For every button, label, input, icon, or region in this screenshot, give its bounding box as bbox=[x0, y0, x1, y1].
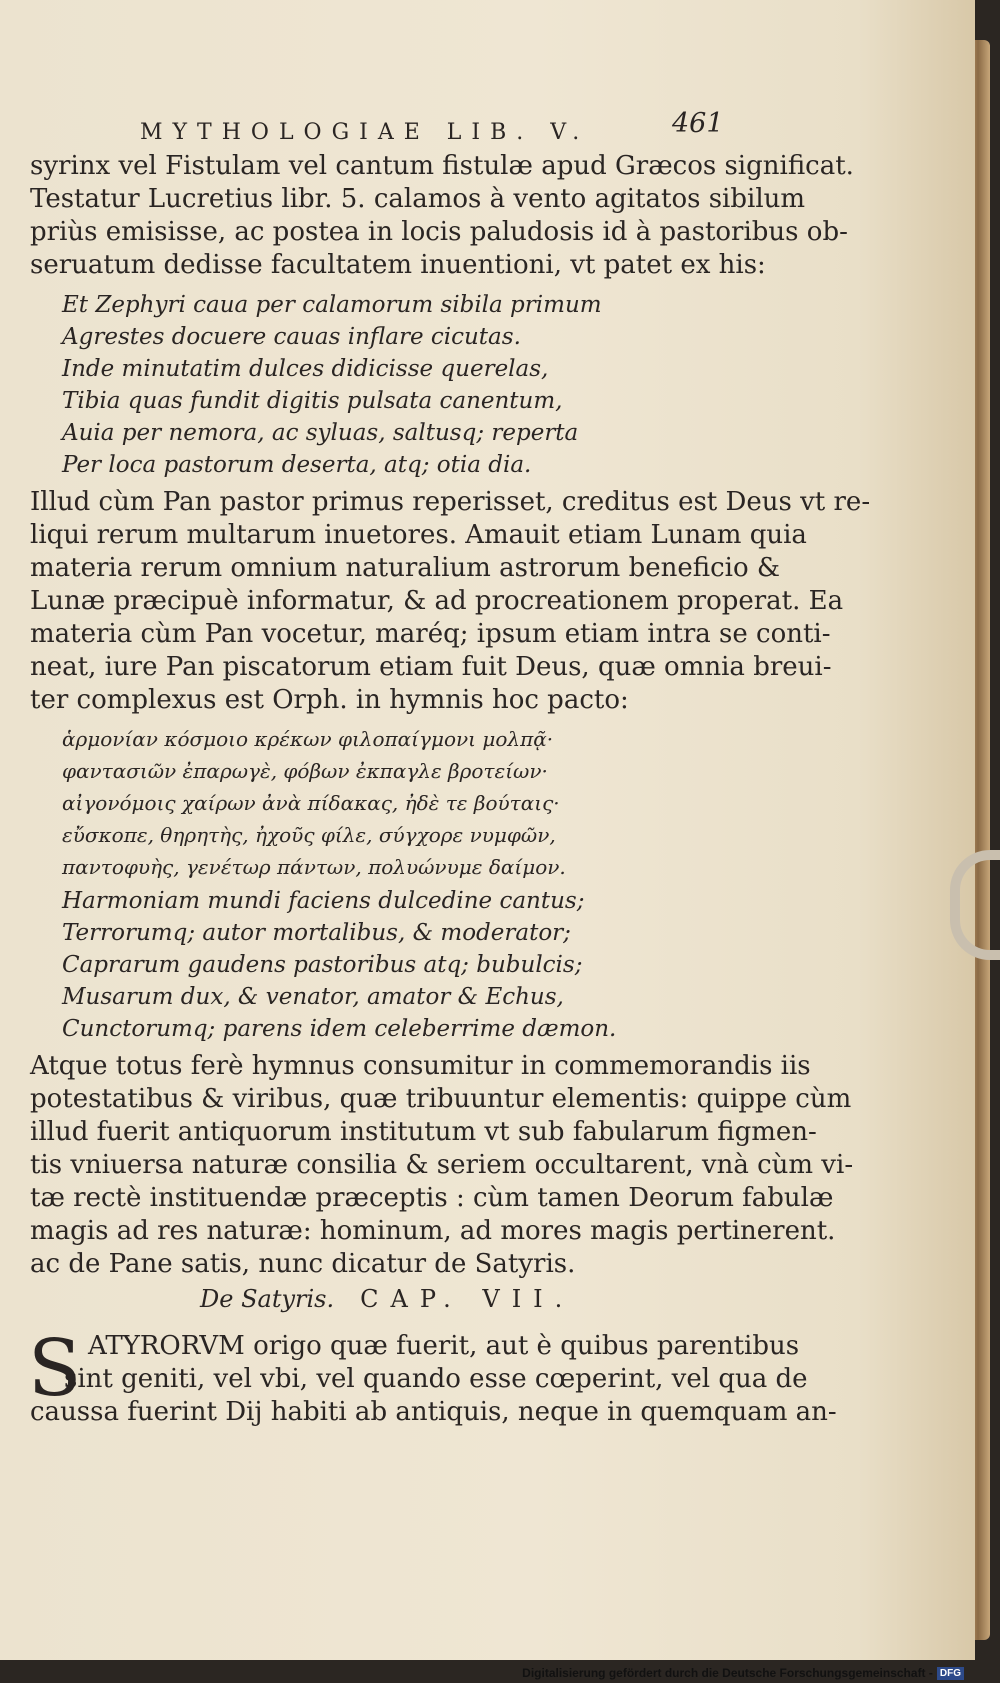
paragraph-4-line: caussa fuerint Dij habiti ab antiquis, neque in quemquam an- bbox=[30, 1397, 837, 1427]
verse-2-line: Terrorumq; autor mortalibus, & moderator; bbox=[62, 920, 571, 946]
greek-verse-line: φαντασιῶν ἐπαρωγὲ, φόβων ἐκπαγλε βροτείων· bbox=[62, 759, 548, 783]
verse-1-line: Per loca pastorum deserta, atq; otia dia. bbox=[62, 452, 532, 478]
verse-1-line: Inde minutatim dulces didicisse querelas, bbox=[62, 356, 549, 382]
paragraph-3-line: ac de Pane satis, nunc dicatur de Satyris. bbox=[30, 1249, 576, 1279]
paragraph-1-line: Testatur Lucretius libr. 5. calamos à vento agitatos sibilum bbox=[30, 184, 806, 214]
book-clasp bbox=[950, 850, 1000, 960]
chapter-number: CAP. VII. bbox=[360, 1285, 575, 1313]
paragraph-1-line: priùs emisisse, ac postea in locis paludosis id à pastoribus ob- bbox=[30, 217, 848, 247]
paragraph-2-line: Lunæ præcipuè informatur, & ad procreationem properat. Ea bbox=[30, 586, 844, 616]
paragraph-2-line: liqui rerum multarum inuetores. Amauit etiam Lunam quia bbox=[30, 520, 807, 550]
dfg-logo: DFG bbox=[937, 1667, 964, 1680]
paragraph-3-line: tis vniuersa naturæ consilia & seriem occultarent, vnà cùm vi- bbox=[30, 1150, 854, 1180]
verse-2-line: Musarum dux, & venator, amator & Echus, bbox=[62, 984, 564, 1010]
paragraph-2-line: materia cùm Pan vocetur, maréq; ipsum etiam intra se conti- bbox=[30, 619, 831, 649]
paragraph-3-line: Atque totus ferè hymnus consumitur in commemorandis iis bbox=[30, 1051, 811, 1081]
paragraph-4-line: ATYRORVM origo quæ fuerit, aut è quibus parentibus bbox=[88, 1331, 800, 1361]
paragraph-2-line: ter complexus est Orph. in hymnis hoc pacto: bbox=[30, 685, 629, 715]
greek-verse-line: παντοφυὴς, γενέτωρ πάντων, πολυώνυμε δαίμον. bbox=[62, 855, 566, 879]
paragraph-2-line: Illud cùm Pan pastor primus reperisset, creditus est Deus vt re- bbox=[30, 487, 871, 517]
paragraph-1-line: syrinx vel Fistulam vel cantum fistulæ apud Græcos significat. bbox=[30, 151, 854, 181]
greek-verse-line: εὔσκοπε, θηρητὴς, ἠχοῦς φίλε, σύγχορε νυμφῶν, bbox=[62, 823, 556, 847]
greek-verse-line: αἰγονόμοις χαίρων ἀνὰ πίδακας, ἠδὲ τε βούταις· bbox=[62, 791, 560, 815]
greek-verse-line: ἁρμονίαν κόσμοιο κρέκων φιλοπαίγμονι μολπᾷ· bbox=[62, 727, 554, 751]
paragraph-3-line: tæ rectè instituendæ præceptis : cùm tamen Deorum fabulæ bbox=[30, 1183, 834, 1213]
paragraph-2-line: neat, iure Pan piscatorum etiam fuit Deus, quæ omnia breui- bbox=[30, 652, 832, 682]
paragraph-3-line: potestatibus & viribus, quæ tribuuntur elementis: quippe cùm bbox=[30, 1084, 852, 1114]
page-number: 461 bbox=[672, 108, 724, 139]
verse-1-line: Et Zephyri caua per calamorum sibila primum bbox=[62, 292, 602, 318]
verse-1-line: Agrestes docuere cauas inflare cicutas. bbox=[62, 324, 521, 350]
digitization-credit bbox=[522, 1666, 964, 1680]
verse-2-line: Cunctorumq; parens idem celeberrime dæmon. bbox=[62, 1016, 617, 1042]
chapter-label: De Satyris. bbox=[200, 1285, 335, 1313]
paragraph-3-line: magis ad res naturæ: hominum, ad mores magis pertinerent. bbox=[30, 1216, 836, 1246]
paragraph-4-line: sint geniti, vel vbi, vel quando esse cœperint, vel qua de bbox=[64, 1364, 808, 1394]
verse-2-line: Caprarum gaudens pastoribus atq; bubulcis; bbox=[62, 952, 583, 978]
running-head-title: MYTHOLOGIAE LIB. V. bbox=[140, 120, 590, 145]
verse-2-line: Harmoniam mundi faciens dulcedine cantus; bbox=[62, 888, 585, 914]
chapter-heading bbox=[200, 1285, 574, 1313]
drop-cap: S bbox=[28, 1324, 82, 1414]
paragraph-3-line: illud fuerit antiquorum institutum vt sub fabularum figmen- bbox=[30, 1117, 817, 1147]
paragraph-2-line: materia rerum omnium naturalium astrorum beneficio & bbox=[30, 553, 781, 583]
verse-1-line: Tibia quas fundit digitis pulsata canentum, bbox=[62, 388, 563, 414]
paragraph-1-line: seruatum dedisse facultatem inuentioni, vt patet ex his: bbox=[30, 250, 766, 280]
verse-1-line: Auia per nemora, ac syluas, saltusq; reperta bbox=[62, 420, 579, 446]
credit-text: Digitalisierung gefördert durch die Deutsche Forschungsgemeinschaft - bbox=[522, 1666, 933, 1680]
